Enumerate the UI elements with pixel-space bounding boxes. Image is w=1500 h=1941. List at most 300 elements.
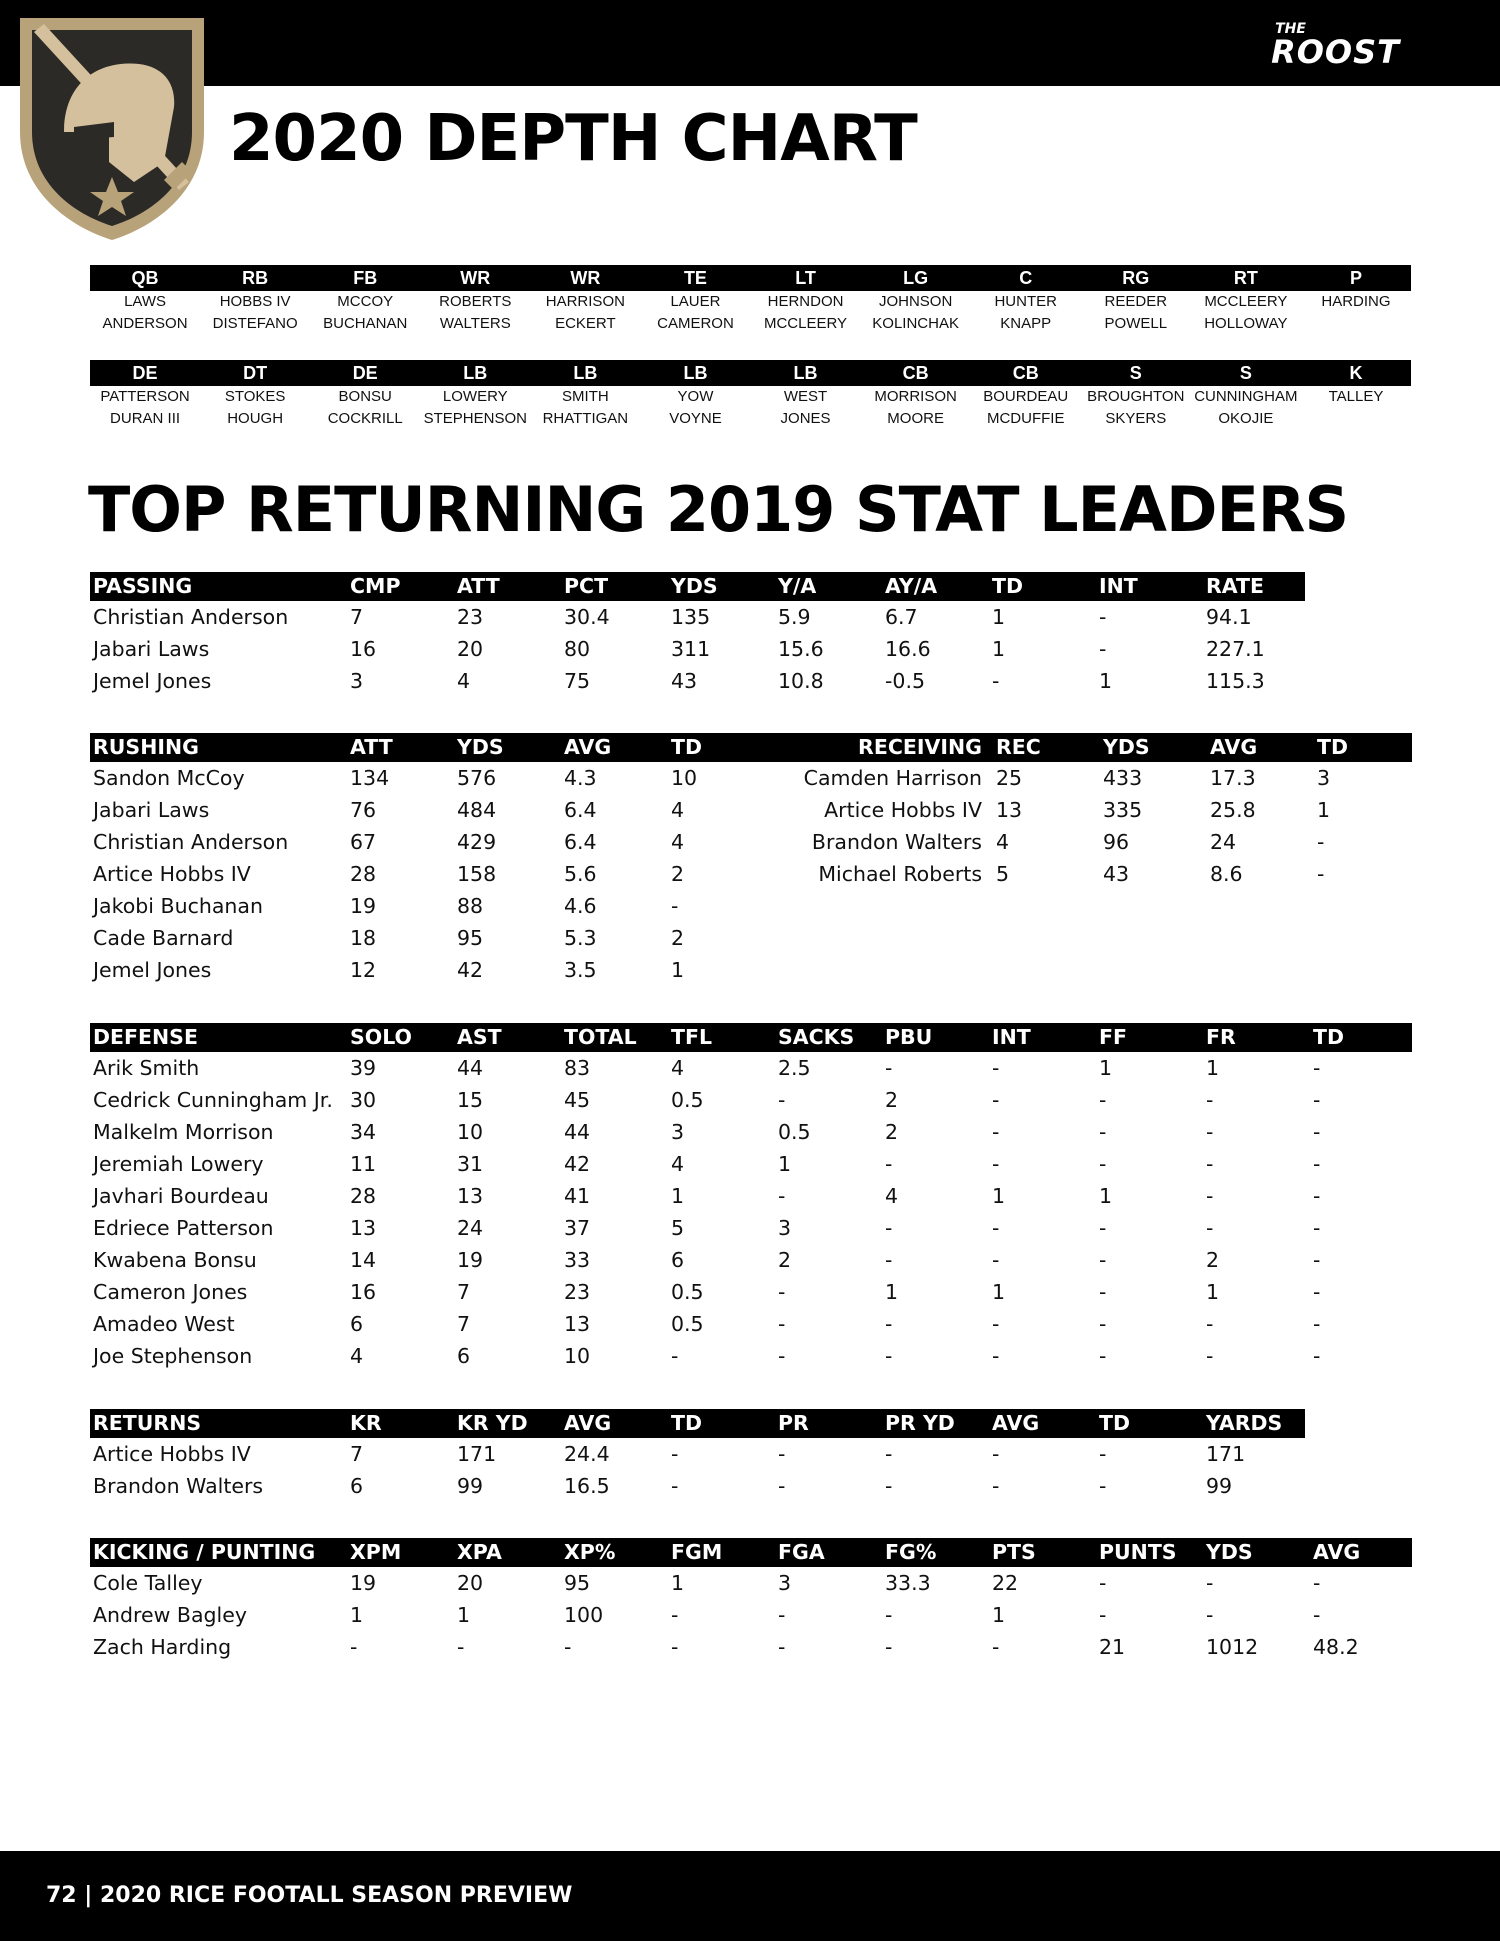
table-cell: 14 [350, 1248, 377, 1272]
column-header: CMP [350, 574, 401, 598]
table-cell: - [778, 1280, 786, 1304]
column-header: YDS [1206, 1540, 1253, 1564]
table-cell: - [992, 1635, 1000, 1659]
player-name: MCCLEERY [1204, 293, 1288, 310]
player-name: OKOJIE [1218, 410, 1274, 427]
column-header: TD [1099, 1411, 1131, 1435]
table-cell: 2 [1206, 1248, 1220, 1272]
table-cell: - [1099, 1603, 1107, 1627]
table-cell: 1 [1099, 1184, 1113, 1208]
table-cell: 134 [350, 766, 390, 790]
defense-first-string [90, 386, 1411, 408]
player-name [1301, 408, 1411, 430]
position-label: S [1239, 363, 1252, 383]
table-cell: - [992, 1152, 1000, 1176]
table-cell: 15 [457, 1088, 484, 1112]
table-cell: - [992, 1088, 1000, 1112]
table-cell: Joe Stephenson [93, 1344, 253, 1368]
table-cell: - [1099, 1571, 1107, 1595]
table-cell: 67 [350, 830, 377, 854]
table-cell: 6 [350, 1474, 364, 1498]
table-cell: Kwabena Bonsu [93, 1248, 257, 1272]
player-name: BONSU [338, 388, 392, 405]
offense-positions [90, 265, 1411, 291]
player-name: LAUER [670, 293, 721, 310]
column-header: TFL [671, 1025, 713, 1049]
table-cell: 1 [992, 1280, 1006, 1304]
position-label: LB [683, 363, 708, 383]
table-cell: 1 [457, 1603, 471, 1627]
table-row [90, 1116, 1412, 1148]
table-cell: 18 [350, 926, 377, 950]
table-cell: 4.6 [564, 894, 597, 918]
column-header: TD [671, 735, 703, 759]
table-cell: 99 [457, 1474, 484, 1498]
table-cell: 28 [350, 862, 377, 886]
table-cell: Cameron Jones [93, 1280, 248, 1304]
table-cell: Javhari Bourdeau [93, 1184, 269, 1208]
table-cell: - [885, 1152, 893, 1176]
table-cell: 335 [1103, 798, 1143, 822]
table-cell: Brandon Walters [93, 1474, 264, 1498]
table-cell: 75 [564, 669, 591, 693]
table-cell: 99 [1206, 1474, 1233, 1498]
table-cell: 115.3 [1206, 669, 1265, 693]
table-cell: 1 [992, 637, 1006, 661]
table-cell: 95 [564, 1571, 591, 1595]
table-cell: - [885, 1474, 893, 1498]
table-cell: 6.7 [885, 605, 918, 629]
table-cell: 41 [564, 1184, 591, 1208]
column-header: FGM [671, 1540, 723, 1564]
player-name: DISTEFANO [212, 315, 298, 332]
table-cell: - [778, 1088, 786, 1112]
table-cell: - [1099, 1344, 1107, 1368]
table-cell: 8.6 [1210, 862, 1243, 886]
table-cell: 2 [671, 926, 685, 950]
position-label: K [1349, 363, 1363, 383]
position-label: RT [1233, 268, 1258, 288]
table-cell: 19 [350, 894, 377, 918]
player-name: ECKERT [555, 315, 616, 332]
brand-small: THE [1275, 21, 1306, 37]
table-cell: 6 [671, 1248, 685, 1272]
table-cell: - [1099, 1120, 1107, 1144]
table-row [90, 1308, 1412, 1340]
table-row [90, 1212, 1412, 1244]
player-name: YOW [677, 388, 714, 405]
table-cell: Andrew Bagley [93, 1603, 247, 1627]
table-cell: 171 [457, 1442, 497, 1466]
player-name: MCCLEERY [763, 315, 848, 332]
table-cell: 13 [996, 798, 1023, 822]
passing-table [90, 572, 1305, 697]
table-cell: Christian Anderson [93, 830, 289, 854]
table-cell: 10 [564, 1344, 591, 1368]
player-name: DURAN III [110, 410, 181, 427]
column-header: PASSING [93, 574, 193, 598]
table-header [90, 733, 1412, 762]
column-header: YDS [457, 735, 504, 759]
player-name: HOBBS IV [219, 293, 291, 310]
table-cell: - [1099, 1088, 1107, 1112]
table-cell: Christian Anderson [93, 605, 289, 629]
table-cell: 1 [992, 605, 1006, 629]
table-cell: 6 [457, 1344, 471, 1368]
table-cell: 43 [1103, 862, 1130, 886]
table-cell: 24 [457, 1216, 484, 1240]
defense-table [90, 1023, 1412, 1372]
player-name: SKYERS [1105, 410, 1167, 427]
table-cell: - [671, 1442, 679, 1466]
table-cell: Jabari Laws [93, 637, 210, 661]
table-cell: 1 [1206, 1280, 1220, 1304]
column-header: TD [1317, 735, 1349, 759]
table-cell: 0.5 [778, 1120, 811, 1144]
column-header: TD [992, 574, 1024, 598]
table-cell: - [1313, 1344, 1321, 1368]
footer-text: 72 | 2020 RICE FOOTALL SEASON PREVIEW [46, 1883, 573, 1908]
table-cell: 4 [671, 798, 685, 822]
table-cell: 5.6 [564, 862, 597, 886]
table-cell: 24 [1210, 830, 1237, 854]
table-cell: 484 [457, 798, 497, 822]
table-cell: 158 [457, 862, 497, 886]
player-name: STEPHENSON [423, 410, 527, 427]
position-label: LB [463, 363, 488, 383]
table-cell: 0.5 [671, 1280, 704, 1304]
table-cell: - [1313, 1152, 1321, 1176]
column-header: RETURNS [93, 1411, 202, 1435]
table-cell: Brandon Walters [811, 830, 982, 854]
table-cell: 2 [885, 1088, 899, 1112]
table-cell: 576 [457, 766, 497, 790]
table-cell: 1 [350, 1603, 364, 1627]
table-cell: 4 [671, 830, 685, 854]
table-cell: 5 [996, 862, 1010, 886]
table-cell: - [1206, 1344, 1214, 1368]
table-cell: Malkelm Morrison [93, 1120, 274, 1144]
table-cell: - [1313, 1603, 1321, 1627]
table-cell: - [885, 1442, 893, 1466]
defense-second-string [90, 408, 1411, 430]
column-header: FR [1206, 1025, 1236, 1049]
table-cell: 4 [671, 1056, 685, 1080]
table-cell: 83 [564, 1056, 591, 1080]
table-row [90, 954, 1412, 986]
column-header: SACKS [778, 1025, 855, 1049]
column-header: KR [350, 1411, 382, 1435]
table-cell: - [1099, 1442, 1107, 1466]
table-cell: - [778, 1442, 786, 1466]
table-cell: 37 [564, 1216, 591, 1240]
table-cell: 6.4 [564, 798, 597, 822]
table-cell: Jeremiah Lowery [93, 1152, 264, 1176]
table-cell: - [1317, 862, 1325, 886]
table-cell: -0.5 [885, 669, 925, 693]
column-header: XP% [564, 1540, 616, 1564]
table-row [90, 1567, 1412, 1599]
table-cell: - [992, 1474, 1000, 1498]
player-name: BOURDEAU [983, 388, 1069, 405]
column-header: PUNTS [1099, 1540, 1177, 1564]
column-header: RUSHING [93, 735, 199, 759]
table-cell: - [885, 1248, 893, 1272]
table-cell: Jakobi Buchanan [93, 894, 263, 918]
table-header [90, 1023, 1412, 1052]
position-label: C [1019, 268, 1033, 288]
table-cell: 1 [671, 1184, 685, 1208]
table-cell: - [992, 1312, 1000, 1336]
table-cell: - [992, 1248, 1000, 1272]
table-cell: 12 [350, 958, 377, 982]
column-header: PR [778, 1411, 809, 1435]
offense-first-string [90, 291, 1411, 313]
player-name: HOUGH [227, 410, 284, 427]
position-label: S [1129, 363, 1142, 383]
table-cell: 17.3 [1210, 766, 1256, 790]
table-cell: - [885, 1216, 893, 1240]
table-cell: 7 [457, 1280, 471, 1304]
table-cell: 2 [885, 1120, 899, 1144]
player-name [1301, 313, 1411, 335]
table-cell: 429 [457, 830, 497, 854]
table-cell: - [671, 894, 679, 918]
position-label: P [1349, 268, 1362, 288]
defense-positions [90, 360, 1411, 386]
player-name: LAWS [124, 293, 167, 310]
table-cell: - [1206, 1120, 1214, 1144]
table-cell: - [992, 1344, 1000, 1368]
column-header: XPA [457, 1540, 502, 1564]
table-cell: - [671, 1603, 679, 1627]
table-cell: - [564, 1635, 572, 1659]
player-name: SMITH [562, 388, 609, 405]
table-cell: 42 [564, 1152, 591, 1176]
position-label: TE [683, 268, 707, 288]
table-cell: 16.5 [564, 1474, 610, 1498]
table-cell: 43 [671, 669, 698, 693]
column-header: AVG [1210, 735, 1258, 759]
table-row [90, 922, 1412, 954]
table-cell: - [1099, 1280, 1107, 1304]
table-cell: - [1313, 1248, 1321, 1272]
table-cell: 16 [350, 637, 377, 661]
table-row [90, 1631, 1412, 1663]
table-cell: 42 [457, 958, 484, 982]
column-header: AST [457, 1025, 502, 1049]
player-name: HARDING [1321, 293, 1391, 310]
table-cell: 3 [778, 1571, 792, 1595]
position-label: CB [1012, 363, 1039, 383]
table-cell: - [1313, 1056, 1321, 1080]
column-header: TD [1313, 1025, 1345, 1049]
table-cell: 3 [1317, 766, 1331, 790]
table-cell: 3 [671, 1120, 685, 1144]
player-name: BUCHANAN [323, 315, 408, 332]
column-header: RATE [1206, 574, 1265, 598]
table-cell: - [1313, 1088, 1321, 1112]
column-header: INT [992, 1025, 1031, 1049]
table-cell: - [1206, 1312, 1214, 1336]
table-cell: - [1313, 1184, 1321, 1208]
column-header: ATT [350, 735, 393, 759]
table-cell: 30 [350, 1088, 377, 1112]
table-row [90, 1148, 1412, 1180]
position-label: QB [131, 268, 159, 288]
table-cell: 13 [350, 1216, 377, 1240]
table-cell: 94.1 [1206, 605, 1252, 629]
table-cell: 0.5 [671, 1312, 704, 1336]
position-label: RG [1122, 268, 1150, 288]
player-name: HARRISON [545, 293, 625, 310]
player-name: POWELL [1104, 315, 1168, 332]
helmet-shield-logo [14, 12, 210, 244]
position-label: DT [243, 363, 268, 383]
stats-section-title: TOP RETURNING 2019 STAT LEADERS [88, 473, 1349, 546]
table-cell: - [778, 1603, 786, 1627]
column-header: PR YD [885, 1411, 955, 1435]
table-cell: - [1099, 1248, 1107, 1272]
table-cell: - [1206, 1603, 1214, 1627]
table-cell: 4 [885, 1184, 899, 1208]
table-cell: 31 [457, 1152, 484, 1176]
table-cell: Sandon McCoy [93, 766, 245, 790]
table-row [90, 1244, 1412, 1276]
column-header: AVG [1313, 1540, 1361, 1564]
table-cell: 24.4 [564, 1442, 610, 1466]
table-cell: 76 [350, 798, 377, 822]
depth-chart-offense [90, 265, 1411, 335]
player-name: REEDER [1104, 293, 1168, 310]
table-cell: 13 [457, 1184, 484, 1208]
table-cell: 48.2 [1313, 1635, 1359, 1659]
table-cell: 4.3 [564, 766, 597, 790]
table-cell: - [992, 1442, 1000, 1466]
table-cell: - [885, 1603, 893, 1627]
table-cell: Edriece Patterson [93, 1216, 274, 1240]
table-cell: 5 [671, 1216, 685, 1240]
player-name: RHATTIGAN [542, 410, 629, 427]
brand-big: ROOST [1271, 33, 1400, 71]
player-name: PATTERSON [100, 388, 190, 405]
table-cell: - [885, 1635, 893, 1659]
table-cell: - [1206, 1152, 1214, 1176]
table-cell: Camden Harrison [803, 766, 982, 790]
table-cell: 1 [992, 1603, 1006, 1627]
table-cell: 1 [992, 1184, 1006, 1208]
table-cell: 34 [350, 1120, 377, 1144]
table-cell: - [1099, 1474, 1107, 1498]
table-cell: 28 [350, 1184, 377, 1208]
player-name: KNAPP [1000, 315, 1052, 332]
brand-logo [1271, 21, 1400, 71]
player-name: CAMERON [657, 315, 734, 332]
table-cell: 95 [457, 926, 484, 950]
table-cell: - [1313, 1280, 1321, 1304]
table-cell: 2.5 [778, 1056, 811, 1080]
page-title: 2020 DEPTH CHART [229, 102, 917, 176]
table-row [90, 1084, 1412, 1116]
player-name: BROUGHTON [1087, 388, 1185, 405]
position-label: WR [570, 268, 601, 288]
table-cell: 4 [457, 669, 471, 693]
table-cell: 1 [885, 1280, 899, 1304]
table-cell: 227.1 [1206, 637, 1265, 661]
position-label: DE [352, 363, 378, 383]
table-cell: - [1099, 1152, 1107, 1176]
table-row [90, 762, 1412, 794]
column-header: YDS [1103, 735, 1150, 759]
position-label: RB [242, 268, 269, 288]
table-cell: 135 [671, 605, 711, 629]
table-cell: - [457, 1635, 465, 1659]
table-cell: 19 [457, 1248, 484, 1272]
table-row [90, 858, 1412, 890]
position-label: LT [795, 268, 816, 288]
table-cell: 7 [350, 605, 364, 629]
player-name: VOYNE [669, 410, 722, 427]
table-cell: - [992, 669, 1000, 693]
table-cell: 1012 [1206, 1635, 1259, 1659]
table-cell: 1 [1317, 798, 1331, 822]
player-name: MCCOY [337, 293, 394, 310]
column-header: TD [671, 1411, 703, 1435]
table-cell: 13 [564, 1312, 591, 1336]
player-name: WEST [783, 388, 828, 405]
depth-chart-defense [90, 360, 1411, 430]
table-cell: Cole Talley [93, 1571, 203, 1595]
table-cell: 15.6 [778, 637, 824, 661]
column-header: AVG [992, 1411, 1040, 1435]
table-cell: - [885, 1312, 893, 1336]
player-name: JONES [780, 410, 831, 427]
table-cell: - [778, 1184, 786, 1208]
table-cell: 30.4 [564, 605, 610, 629]
table-cell: 1 [1206, 1056, 1220, 1080]
table-row [90, 1599, 1412, 1631]
position-label: CB [902, 363, 929, 383]
table-cell: 33 [564, 1248, 591, 1272]
player-name: CUNNINGHAM [1194, 388, 1298, 405]
column-header: PTS [992, 1540, 1036, 1564]
table-cell: 33.3 [885, 1571, 931, 1595]
column-header: AY/A [885, 574, 938, 598]
table-cell: - [885, 1344, 893, 1368]
table-cell: - [1313, 1120, 1321, 1144]
player-name: ROBERTS [439, 293, 512, 310]
column-header: Y/A [778, 574, 817, 598]
player-name: ANDERSON [102, 315, 188, 332]
player-name: MCDUFFIE [986, 410, 1065, 427]
table-cell: 5.3 [564, 926, 597, 950]
table-cell: - [992, 1056, 1000, 1080]
column-header: AVG [564, 735, 612, 759]
table-cell: 6 [350, 1312, 364, 1336]
table-row [90, 1340, 1412, 1372]
column-header: PBU [885, 1025, 933, 1049]
column-header: TOTAL [564, 1025, 637, 1049]
table-cell: - [1099, 1312, 1107, 1336]
table-cell: 1 [778, 1152, 792, 1176]
table-cell: 3 [778, 1216, 792, 1240]
column-header: FG% [885, 1540, 937, 1564]
player-name: HERNDON [767, 293, 844, 310]
table-cell: Artice Hobbs IV [93, 862, 251, 886]
table-cell: 23 [457, 605, 484, 629]
column-header: KICKING / PUNTING [93, 1540, 316, 1564]
table-cell: - [1313, 1571, 1321, 1595]
